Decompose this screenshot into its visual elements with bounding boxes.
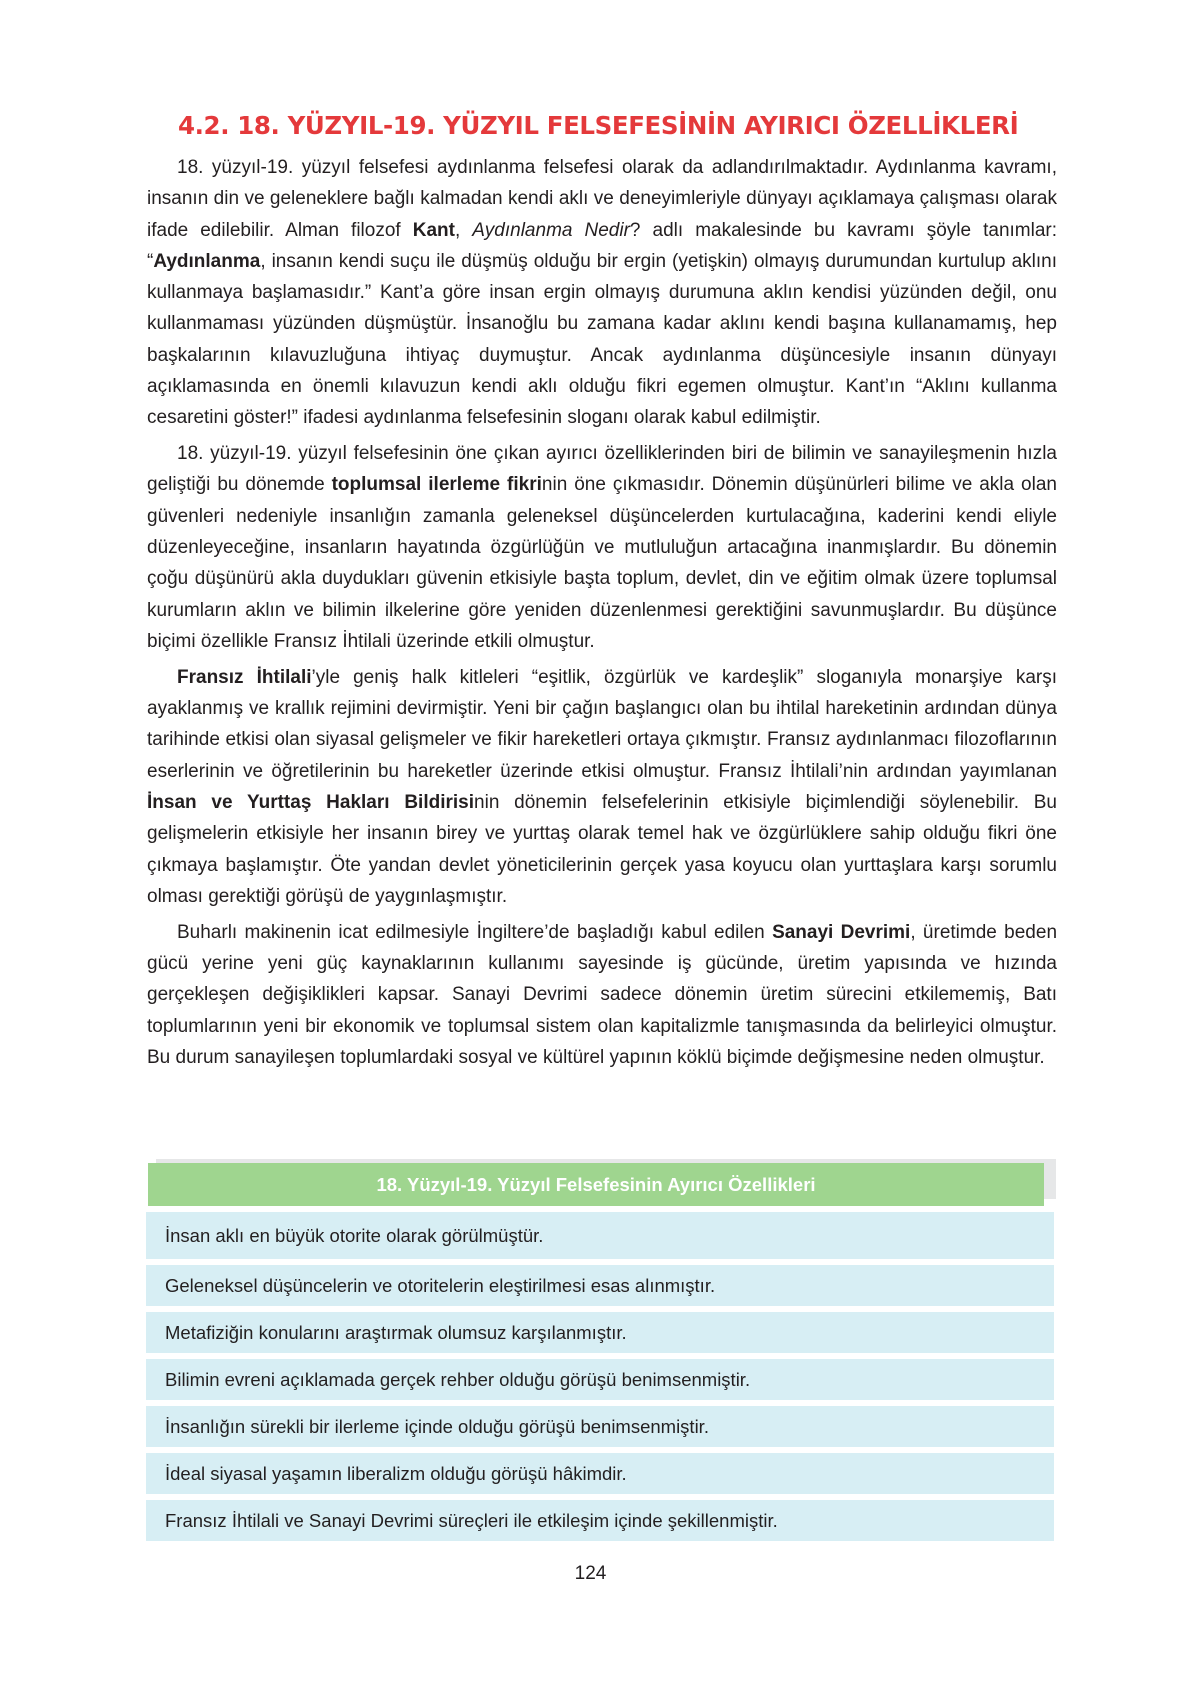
text-run: Buharlı makinenin icat edilmesiyle İngiltere’de başladığı kabul edilen bbox=[177, 921, 773, 943]
body-text bbox=[147, 152, 1057, 1078]
text-run: 18. yüzyıl-19. yüzyıl felsefesi aydınlanma felsefesi olarak da adlandırılmaktadır. Aydınlanma kavramı, insanın din ve geleneklere bağlı kalmadan kendi aklı ve deneyimleriyle dünyayı açıklamaya çalışması olarak ifade edilebilir. Alman filozof bbox=[147, 157, 1057, 241]
text-run: ? adlı makalesinde bu kavramı şöyle tanımlar: “ bbox=[147, 219, 1058, 272]
paragraph bbox=[147, 917, 1057, 1073]
section-heading: 4.2. 18. YÜZYIL-19. YÜZYIL FELSEFESİNİN AYIRICI ÖZELLİKLERİ bbox=[178, 111, 1019, 140]
paragraph bbox=[147, 152, 1057, 434]
paragraph bbox=[147, 438, 1057, 657]
italic-title: Aydınlanma Nedir bbox=[472, 219, 630, 241]
text-run: , insanın kendi suçu ile düşmüş olduğu bir ergin (yetişkin) olmayış durumundan kurtulup aklını kullanmaya başlamasıdır.” Kant’a göre insan ergin olmayış durumuna aklın kendisi yüzünden değil, onu kullanmaması yüzünden düşmüştür. İnsanoğlu bu zamana kadar aklını kendi başına kullanamamış, hep başkalarının kılavuzluğuna ihtiyaç duymuştur. Ancak aydınlanma düşüncesiyle insanın dünyayı açıklamasında en önemli kılavuzun kendi aklı olduğu fikri egemen olmuştur. Kant’ın “Aklını kullanma cesaretini göster!” ifadesi aydınlanma felsefesinin sloganı olarak kabul edilmiştir. bbox=[147, 250, 1057, 429]
summary-box bbox=[146, 1159, 1060, 1547]
summary-item: İnsan aklı en büyük otorite olarak görülmüştür. bbox=[146, 1212, 1054, 1259]
text-run: nin dönemin felsefelerinin etkisiyle biçimlendiği söylenebilir. Bu gelişmelerin etkisiyle her insanın birey ve yurttaş olarak temel hak ve özgürlüklere sahip olduğu fikri öne çıkmaya başlamıştır. Öte yandan devlet yöneticilerinin gerçek yasa koyucu olan yurttaşlara karşı sorumlu olması gerektiği görüşü de yaygınlaşmıştır. bbox=[147, 791, 1058, 907]
bold-term: toplumsal ilerleme fikri bbox=[331, 474, 542, 496]
summary-item: İnsanlığın sürekli bir ilerleme içinde olduğu görüşü benimsenmiştir. bbox=[146, 1406, 1054, 1447]
paragraph bbox=[147, 662, 1057, 912]
summary-item: Metafiziğin konularını araştırmak olumsuz karşılanmıştır. bbox=[146, 1312, 1054, 1353]
summary-item: İdeal siyasal yaşamın liberalizm olduğu görüşü hâkimdir. bbox=[146, 1453, 1054, 1494]
text-run: , üretimde beden gücü yerine yeni güç kaynaklarının kullanımı sayesinde iş gücünde, üretim yapısında ve hızında gerçekleşen değişiklikleri kapsar. Sanayi Devrimi sadece dönemin üretim sürecini etkilememiş, Batı toplumlarının yeni bir ekonomik ve toplumsal sistem olan kapitalizmle tanışmasında da belirleyici olmuştur. Bu durum sanayileşen toplumlardaki sosyal ve kültürel yapının köklü biçimde değişmesine neden olmuştur. bbox=[147, 921, 1058, 1068]
summary-item: Fransız İhtilali ve Sanayi Devrimi süreçleri ile etkileşim içinde şekillenmiştir. bbox=[146, 1500, 1054, 1541]
bold-term: Aydınlanma bbox=[153, 250, 261, 272]
summary-item: Geleneksel düşüncelerin ve otoritelerin eleştirilmesi esas alınmıştır. bbox=[146, 1265, 1054, 1306]
summary-box-title: 18. Yüzyıl-19. Yüzyıl Felsefesinin Ayırıcı Özellikleri bbox=[148, 1163, 1044, 1206]
text-run: 18. yüzyıl-19. yüzyıl felsefesinin öne çıkan ayırıcı özelliklerinden biri de bilimin ve sanayileşmenin hızla geliştiği bu dönemde bbox=[147, 443, 1057, 496]
bold-term: Fransız İhtilali bbox=[177, 666, 312, 688]
page-number: 124 bbox=[574, 1563, 607, 1584]
bold-term: Kant bbox=[412, 219, 455, 241]
text-run: , bbox=[454, 219, 473, 241]
text-run: ’yle geniş halk kitleleri “eşitlik, özgürlük ve kardeşlik” sloganıyla monarşiye karşı ayaklanmış ve krallık rejimini devirmiştir. Yeni bir çağın başlangıcı olan bu ihtilal hareketinin ardından dünya tarihinde etkisi olan siyasal gelişmeler ve fikir hareketleri ortaya çıkmıştır. Fransız aydınlanmacı filozoflarının eserlerinin ve öğretilerinin bu hareketler üzerinde etkisi olmuştur. Fransız İhtilali’nin ardından yayımlanan bbox=[147, 666, 1057, 782]
summary-list bbox=[146, 1212, 1060, 1541]
bold-term: Sanayi Devrimi bbox=[772, 921, 911, 943]
text-run: nin öne çıkmasıdır. Dönemin düşünürleri bilime ve akla olan güvenleri nedeniyle insanlığın zamanla geleneksel düşüncelerden kurtulacağına, kaderini kendi eliyle düzenleyeceğine, insanların hayatında özgürlüğün ve mutluluğun artacağına inanmışlardır. Bu dönemin çoğu düşünürü akla duydukları güvenin etkisiyle başta toplum, devlet, din ve eğitim olmak üzere toplumsal kurumların aklın ve bilimin ilkelerine göre yeniden düzenlenmesi gerektiğini savunmuşlardır. Bu düşünce biçimi özellikle Fransız İhtilali üzerinde etkili olmuştur. bbox=[147, 474, 1057, 652]
bold-term: İnsan ve Yurttaş Hakları Bildirisi bbox=[147, 791, 475, 813]
summary-item: Bilimin evreni açıklamada gerçek rehber olduğu görüşü benimsenmiştir. bbox=[146, 1359, 1054, 1400]
